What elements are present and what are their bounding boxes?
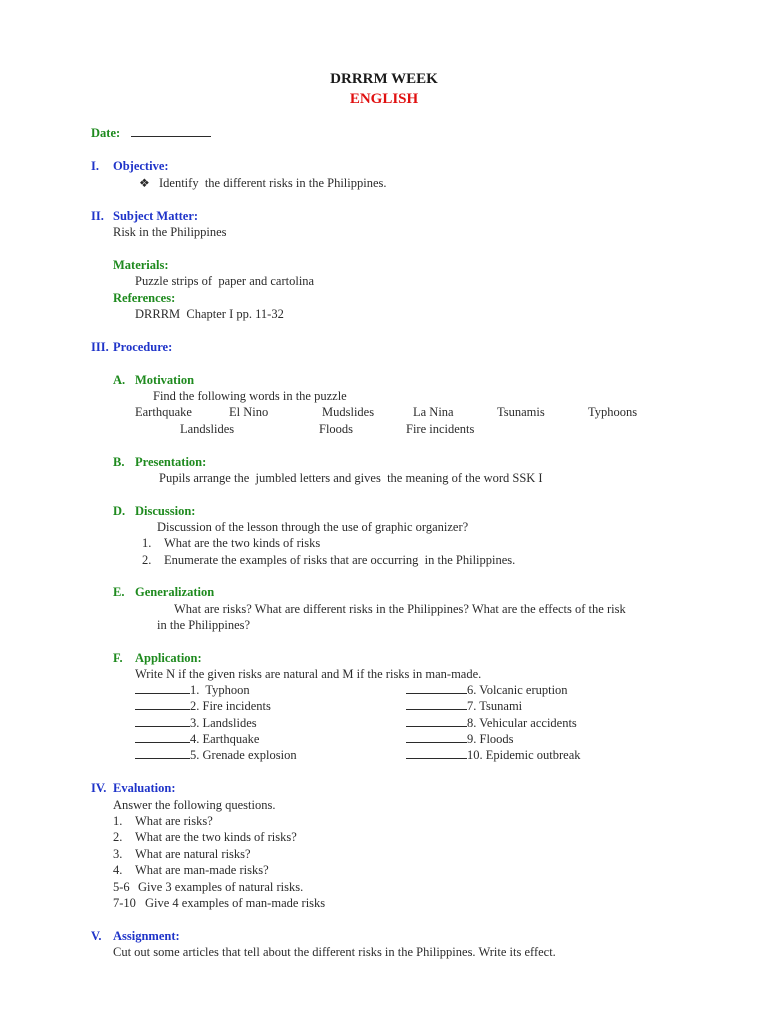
application-intro: Write N if the given risks are natural and M if the risks in man-made.: [135, 667, 482, 681]
evaluation-question: Give 4 examples of man-made risks: [145, 896, 326, 910]
answer-item: 4. Earthquake: [135, 731, 259, 747]
answer-item: 3. Landslides: [135, 715, 257, 731]
subject-matter-text: Risk in the Philippines: [113, 225, 227, 239]
diamond-bullet-icon: ❖: [139, 176, 150, 190]
puzzle-word: Earthquake: [135, 405, 192, 419]
evaluation-question: Give 3 examples of natural risks.: [138, 880, 304, 894]
application-heading: Application:: [135, 651, 202, 665]
list-number: 7-10: [113, 896, 136, 910]
answer-item: 10. Epidemic outbreak: [406, 747, 581, 763]
answer-blank[interactable]: [135, 731, 190, 743]
evaluation-number: IV.: [91, 781, 107, 795]
answer-blank[interactable]: [135, 747, 190, 759]
objective-text: Identify the different risks in the Philippines.: [159, 176, 387, 190]
answer-blank[interactable]: [135, 698, 190, 710]
procedure-number: III.: [91, 340, 109, 354]
references-heading: References:: [113, 291, 176, 305]
generalization-text-line2: in the Philippines?: [157, 618, 251, 632]
references-text: DRRRM Chapter I pp. 11-32: [135, 307, 284, 321]
list-number: 2.: [142, 553, 152, 567]
list-number: 4.: [113, 863, 123, 877]
list-number: 2.: [113, 830, 123, 844]
puzzle-word: Tsunamis: [497, 405, 545, 419]
list-number: 1.: [142, 536, 152, 550]
generalization-heading: Generalization: [135, 585, 215, 599]
discussion-item: Enumerate the examples of risks that are occurring in the Philippines.: [164, 553, 516, 567]
motivation-letter: A.: [113, 373, 126, 387]
subject-matter-number: II.: [91, 209, 104, 223]
procedure-heading: Procedure:: [113, 340, 173, 354]
objective-number: I.: [91, 159, 99, 173]
document-title: DRRRM WEEK: [330, 71, 438, 87]
subject-matter-heading: Subject Matter:: [113, 209, 199, 223]
assignment-heading: Assignment:: [113, 929, 180, 943]
answer-blank[interactable]: [406, 715, 467, 727]
puzzle-word: La Nina: [413, 405, 454, 419]
answer-blank[interactable]: [135, 715, 190, 727]
evaluation-question: What are the two kinds of risks?: [135, 830, 297, 844]
answer-blank[interactable]: [406, 698, 467, 710]
evaluation-intro: Answer the following questions.: [113, 798, 276, 812]
motivation-intro: Find the following words in the puzzle: [153, 389, 347, 403]
materials-text: Puzzle strips of paper and cartolina: [135, 274, 315, 288]
answer-blank[interactable]: [406, 747, 467, 759]
puzzle-word: El Nino: [229, 405, 269, 419]
application-letter: F.: [113, 651, 123, 665]
motivation-heading: Motivation: [135, 373, 195, 387]
objective-heading: Objective:: [113, 159, 169, 173]
answer-item: 2. Fire incidents: [135, 698, 271, 714]
assignment-number: V.: [91, 929, 102, 943]
answer-blank[interactable]: [135, 682, 190, 694]
answer-item: 8. Vehicular accidents: [406, 715, 577, 731]
evaluation-question: What are risks?: [135, 814, 213, 828]
assignment-text: Cut out some articles that tell about the different risks in the Philippines. Write its effect.: [113, 945, 556, 959]
generalization-text-line1: What are risks? What are different risks in the Philippines? What are the effects of the risk: [174, 602, 626, 616]
list-number: 1.: [113, 814, 123, 828]
answer-blank[interactable]: [406, 682, 467, 694]
discussion-heading: Discussion:: [135, 504, 196, 518]
generalization-letter: E.: [113, 585, 125, 599]
presentation-letter: B.: [113, 455, 125, 469]
discussion-letter: D.: [113, 504, 126, 518]
presentation-heading: Presentation:: [135, 455, 207, 469]
answer-item: 6. Volcanic eruption: [406, 682, 568, 698]
puzzle-word: Typhoons: [588, 405, 638, 419]
answer-item: 9. Floods: [406, 731, 514, 747]
answer-item: 1. Typhoon: [135, 682, 250, 698]
date-label: Date:: [91, 126, 121, 140]
puzzle-word: Fire incidents: [406, 422, 475, 436]
answer-blank[interactable]: [406, 731, 467, 743]
materials-heading: Materials:: [113, 258, 169, 272]
list-number: 5-6: [113, 880, 130, 894]
presentation-text: Pupils arrange the jumbled letters and gives the meaning of the word SSK I: [159, 471, 543, 485]
evaluation-heading: Evaluation:: [113, 781, 176, 795]
evaluation-question: What are natural risks?: [135, 847, 251, 861]
puzzle-word: Mudslides: [322, 405, 375, 419]
discussion-item: What are the two kinds of risks: [164, 536, 321, 550]
subject-title: ENGLISH: [349, 91, 419, 107]
answer-item: 7. Tsunami: [406, 698, 522, 714]
date-blank: [131, 125, 211, 141]
answer-item: 5. Grenade explosion: [135, 747, 297, 763]
puzzle-word: Floods: [319, 422, 354, 436]
discussion-intro: Discussion of the lesson through the use of graphic organizer?: [157, 520, 469, 534]
list-number: 3.: [113, 847, 123, 861]
puzzle-word: Landslides: [180, 422, 235, 436]
evaluation-question: What are man-made risks?: [135, 863, 269, 877]
